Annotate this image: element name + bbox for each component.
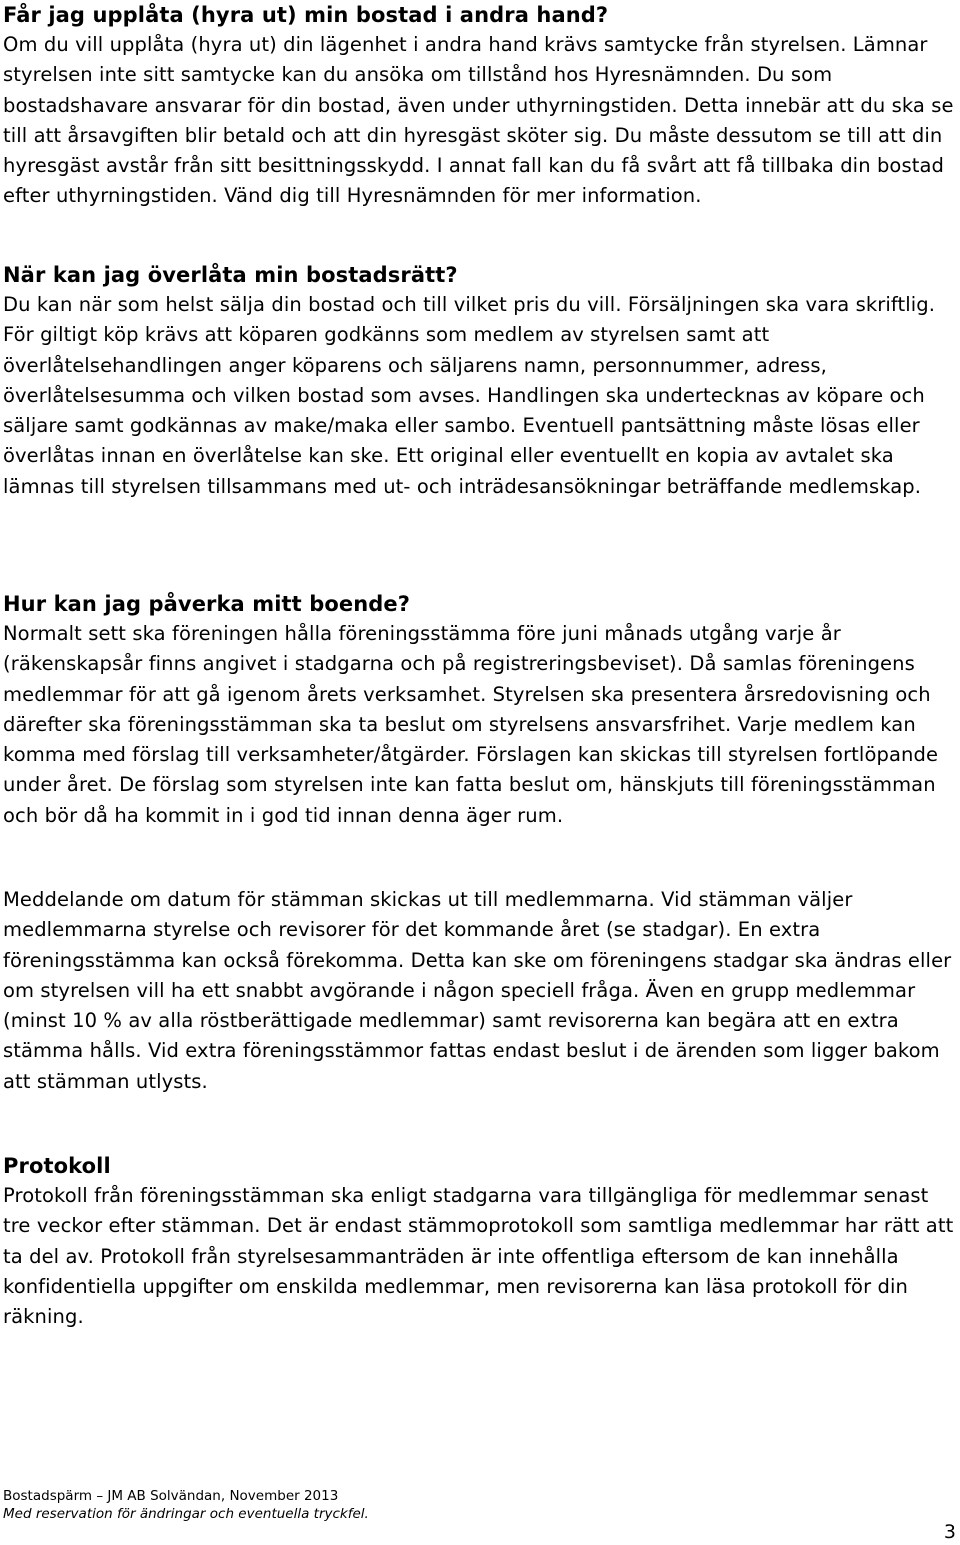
section-influence-continued xyxy=(3,885,955,1097)
section-subletting xyxy=(3,0,955,212)
section-paragraph: Om du vill upplåta (hyra ut) din lägenhet i andra hand krävs samtycke från styrelsen. Lämnar styrelsen inte sitt samtycke kan du ansöka om tillstånd hos Hyresnämnden. Du som bostadshavare ansvarar för din bostad, även under uthyrningstiden. Detta innebär att du ska se till att årsavgiften blir betald och att din hyresgäst sköter sig. Du måste dessutom se till att din hyresgäst avstår från sitt besittningsskydd. I annat fall kan du få svårt att få tillbaka din bostad efter uthyrningstiden. Vänd dig till Hyresnämnden för mer information. xyxy=(3,33,954,208)
footer-disclaimer: Med reservation för ändringar och eventuella tryckfel. xyxy=(3,1506,369,1522)
page-number: 3 xyxy=(943,1521,956,1543)
page-footer xyxy=(3,1487,369,1523)
section-paragraph: Du kan när som helst sälja din bostad och till vilket pris du vill. Försäljningen ska vara skriftlig. För giltigt köp krävs att köparen godkänns som medlem av styrelsen samt att överlåtelsehandlingen anger köparens och säljarens namn, personnummer, adress, överlåtelsesumma och vilken bostad som avses. Handlingen ska undertecknas av köpare och säljare samt godkännas av make/maka eller sambo. Eventuell pantsättning måste lösas eller överlåtas innan en överlåtelse kan ske. Ett original eller eventuellt en kopia av avtalet ska lämnas till styrelsen tillsammans med ut- och inträdesansökningar beträffande medlemskap. xyxy=(3,293,936,498)
section-heading: Protokoll xyxy=(3,1154,111,1178)
section-paragraph: Normalt sett ska föreningen hålla föreningsstämma före juni månads utgång varje år (räkenskapsår finns angivet i stadgarna och på registreringsbeviset). Då samlas föreningens medlemmar för att gå igenom årets verksamhet. Styrelsen ska presentera årsredovisning och därefter ska föreningsstämman ska ta beslut om styrelsens ansvarsfrihet. Varje medlem kan komma med förslag till verksamheter/åtgärder. Förslagen kan skickas till styrelsen fortlöpande under året. De förslag som styrelsen inte kan fatta beslut om, hänskjuts till föreningsstämman och bör då ha kommit in i god tid innan denna äger rum. xyxy=(3,622,939,827)
section-heading: När kan jag överlåta min bostadsrätt? xyxy=(3,263,458,287)
section-influence xyxy=(3,589,955,831)
section-minutes xyxy=(3,1151,955,1332)
section-paragraph: Protokoll från föreningsstämman ska enligt stadgarna vara tillgängliga för medlemmar senast tre veckor efter stämman. Det är endast stämmoprotokoll som samtliga medlemmar har rätt att ta del av. Protokoll från styrelsesammanträden är inte offentliga eftersom de kan innehålla konfidentiella uppgifter om enskilda medlemmar, men revisorerna kan läsa protokoll för din räkning. xyxy=(3,1184,954,1329)
footer-source: Bostadspärm – JM AB Solvändan, November 2013 xyxy=(3,1488,339,1504)
section-heading: Hur kan jag påverka mitt boende? xyxy=(3,592,411,616)
section-heading: Får jag upplåta (hyra ut) min bostad i andra hand? xyxy=(3,3,609,27)
section-transfer xyxy=(3,260,955,502)
section-paragraph: Meddelande om datum för stämman skickas ut till medlemmarna. Vid stämman väljer medlemmarna styrelse och revisorer för det kommande året (se stadgar). En extra föreningsstämma kan också förekomma. Detta kan ske om föreningens stadgar ska ändras eller om styrelsen vill ha ett snabbt avgörande i någon speciell fråga. Även en grupp medlemmar (minst 10 % av alla röstberättigade medlemmar) samt revisorerna kan begära att en extra stämma hålls. Vid extra föreningsstämmor fattas endast beslut i de ärenden som ligger bakom att stämman utlysts. xyxy=(3,888,952,1093)
